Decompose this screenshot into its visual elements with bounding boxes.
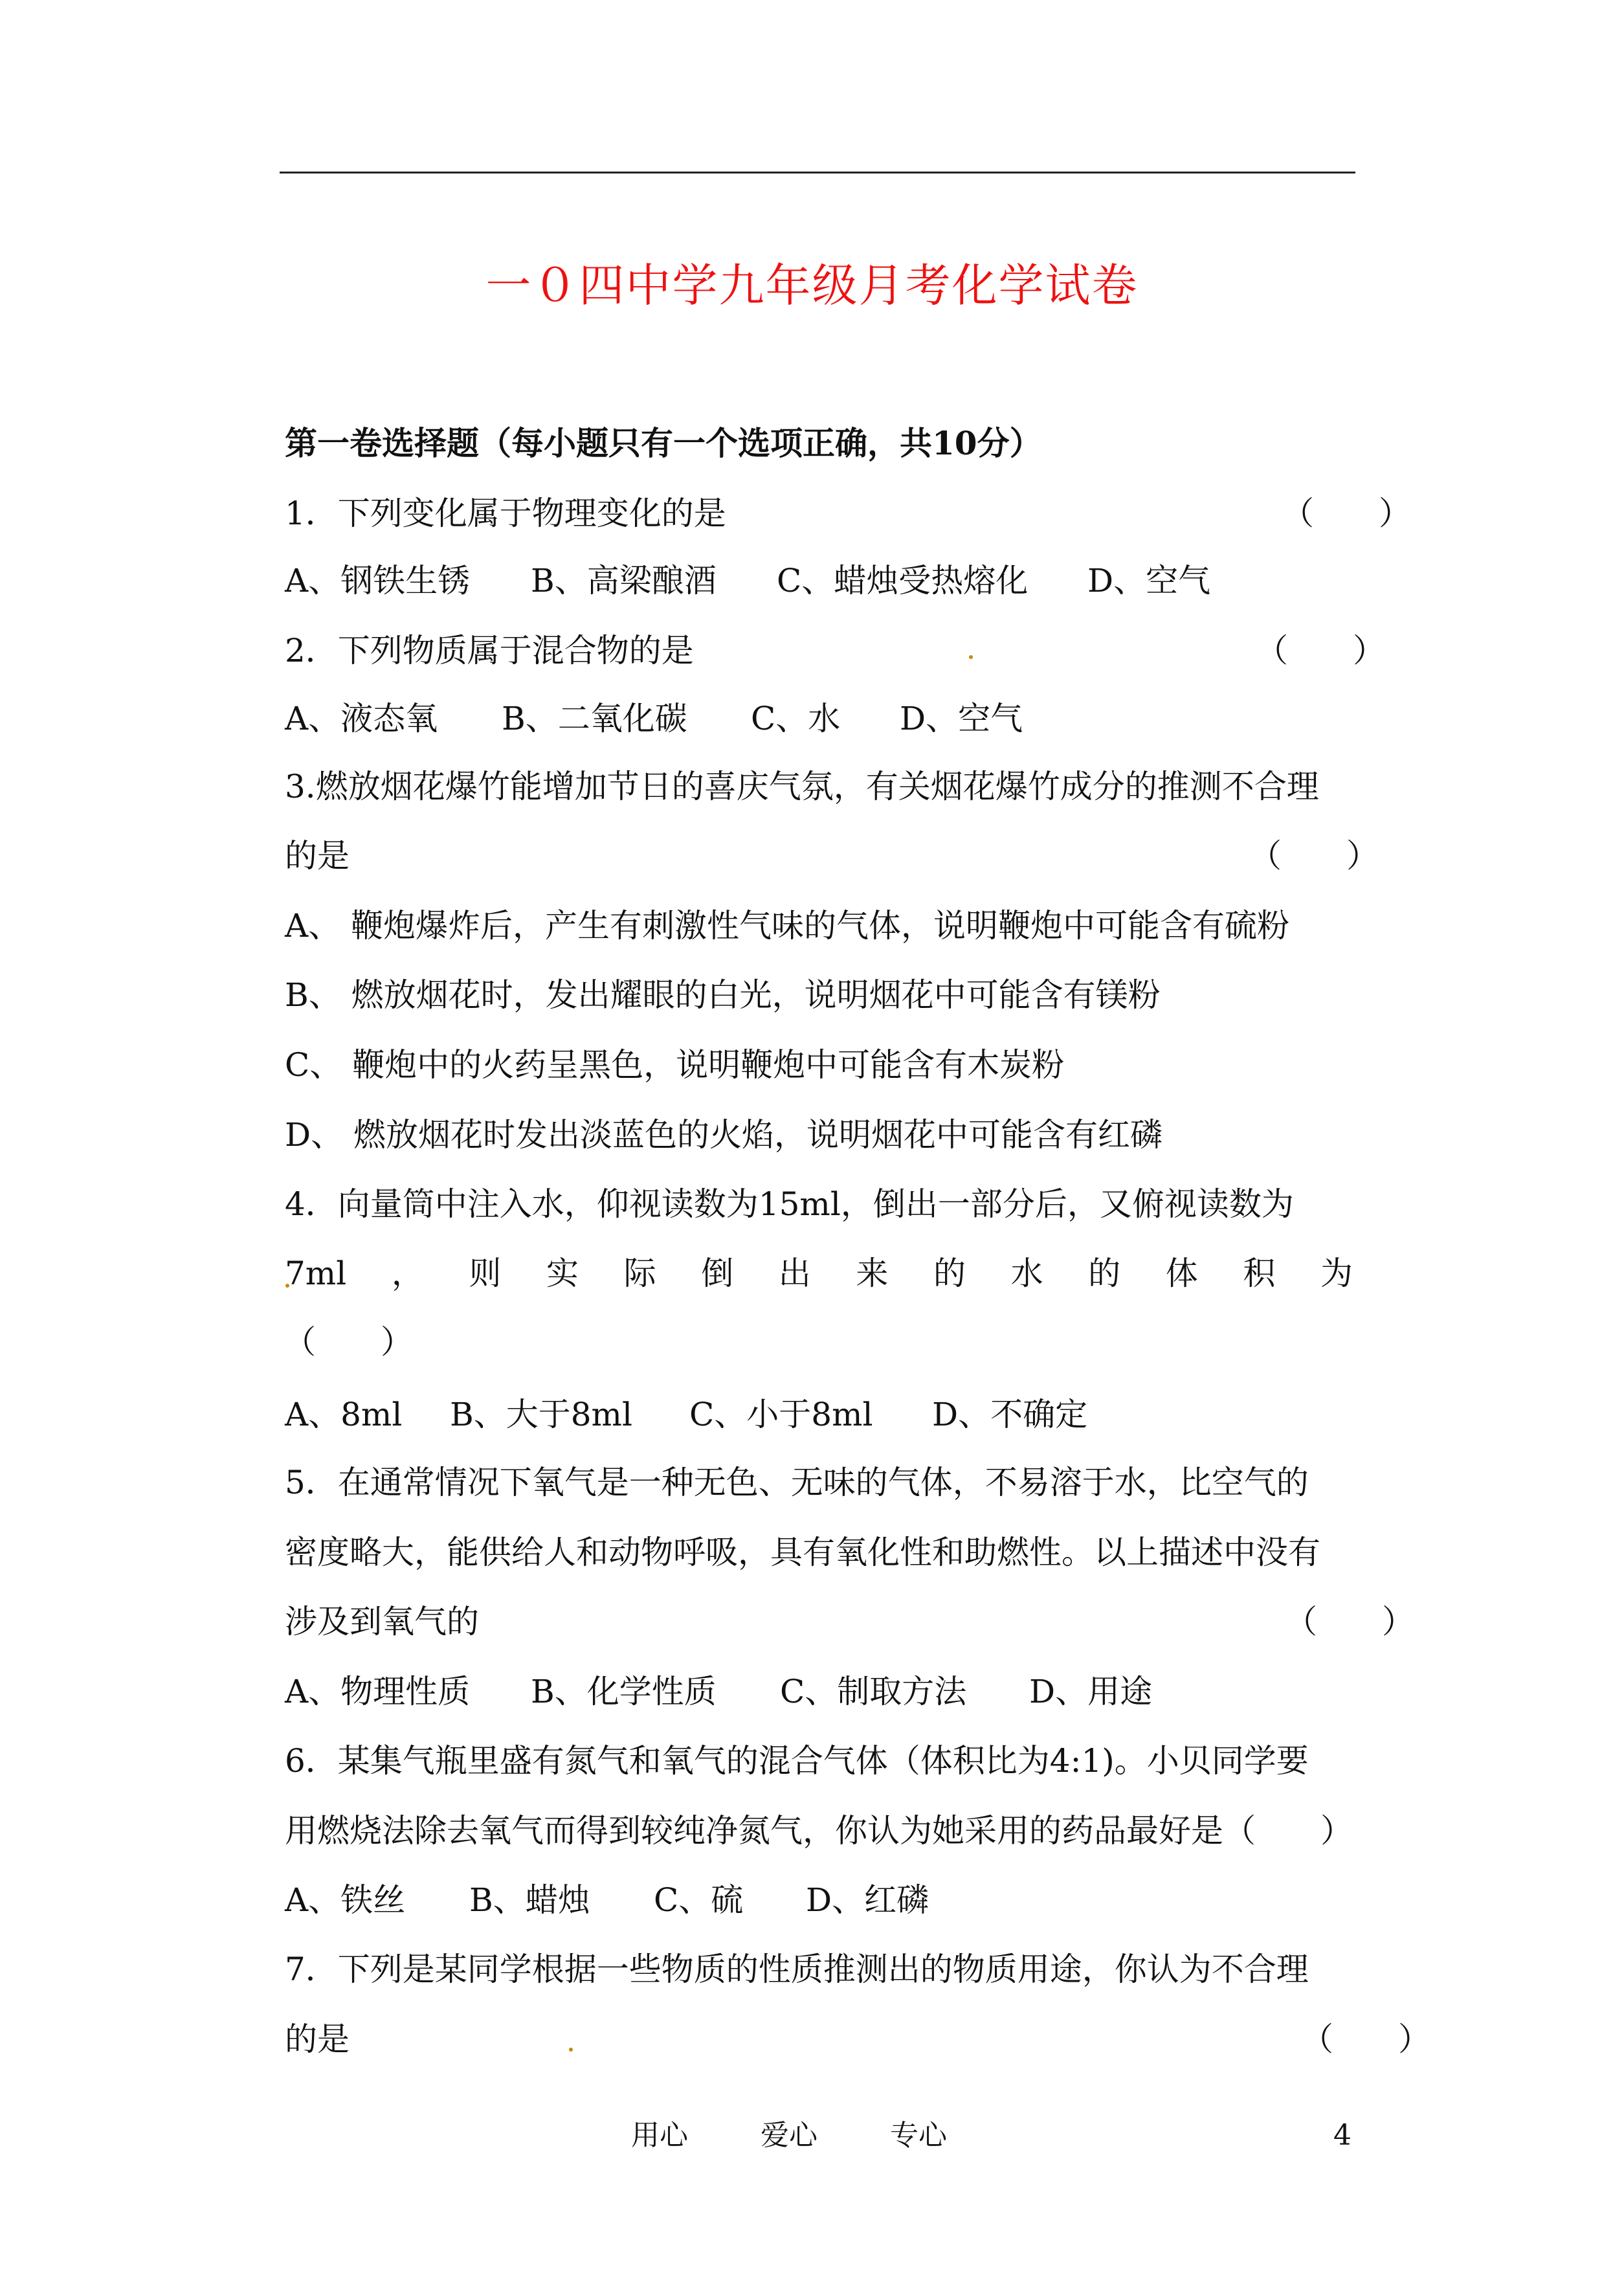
q1-option-d: D、空气 [1087, 562, 1211, 599]
q4-word: 的 [1088, 1255, 1121, 1292]
q4-word: 实 [546, 1255, 579, 1292]
q6-options [285, 1881, 929, 1919]
q4-option-a: A、8ml [285, 1396, 403, 1433]
q6-stem-line1: 6．某集气瓶里盛有氮气和氧气的混合气体（体积比为4:1)。小贝同学要 [285, 1742, 1309, 1780]
q2-option-c: C、水 [751, 700, 841, 737]
q1-option-a: A、钢铁生锈 [285, 562, 471, 599]
q5-option-b: B、化学性质 [531, 1673, 717, 1710]
q5-stem-line3: 涉及到氧气的 [285, 1603, 479, 1640]
q5-option-a: A、物理性质 [285, 1673, 471, 1710]
q6-option-c: C、硫 [654, 1881, 744, 1919]
footer-motto-2: 爱心 [761, 2119, 818, 2152]
q4-word: 体 [1165, 1255, 1198, 1292]
q4-stem-line1: 4．向量筒中注入水，仰视读数为15ml，倒出一部分后，又俯视读数为 [285, 1185, 1294, 1223]
q2-option-d: D、空气 [900, 700, 1023, 737]
stray-dot [969, 655, 973, 659]
q4-stem-line2 [285, 1257, 1353, 1290]
header-rule [280, 172, 1355, 173]
q5-answer-paren: （ ） [1285, 1603, 1414, 1640]
q7-stem-line2: 的是 [285, 2020, 350, 2058]
footer-motto-3: 专心 [890, 2119, 947, 2152]
q7-answer-paren: （ ） [1301, 2020, 1430, 2058]
q1-option-b: B、高梁酿酒 [531, 562, 717, 599]
q5-option-d: D、用途 [1029, 1673, 1153, 1710]
stray-dot [569, 2048, 573, 2052]
q3-option-d: D、 燃放烟花时发出淡蓝色的火焰，说明烟花中可能含有红磷 [285, 1116, 1162, 1154]
section-heading: 第一卷选择题（每小题只有一个选项正确，共10分） [285, 424, 1042, 462]
q3-option-a: A、 鞭炮爆炸后，产生有刺激性气味的气体，说明鞭炮中可能含有硫粉 [285, 907, 1290, 945]
q2-option-b: B、二氧化碳 [502, 700, 687, 737]
q6-option-d: D、红磷 [806, 1881, 929, 1919]
q4-word: 7ml [285, 1255, 347, 1292]
q5-option-c: C、制取方法 [780, 1673, 967, 1710]
q3-option-b: B、 燃放烟花时，发出耀眼的白光，说明烟花中可能含有镁粉 [285, 976, 1161, 1014]
q6-stem-line2: 用燃烧法除去氧气而得到较纯净氮气，你认为她采用的药品最好是（ ） [285, 1812, 1353, 1850]
q3-stem-line1: 3.燃放烟花爆竹能增加节日的喜庆气氛，有关烟花爆竹成分的推测不合理 [285, 768, 1319, 805]
q4-option-c: C、小于8ml [689, 1396, 873, 1433]
q4-answer-paren: （ ） [284, 1323, 413, 1361]
q4-word: 积 [1243, 1255, 1276, 1292]
q4-word: 的 [933, 1255, 966, 1292]
q4-word: 际 [623, 1255, 656, 1292]
q2-options [285, 702, 1023, 735]
q5-stem-line2: 密度略大，能供给人和动物呼吸，具有氧化性和助燃性。以上描述中没有 [285, 1534, 1320, 1571]
q3-answer-paren: （ ） [1249, 837, 1379, 875]
q3-option-c: C、 鞭炮中的火药呈黑色，说明鞭炮中可能含有木炭粉 [285, 1046, 1065, 1084]
q4-word: 则 [469, 1255, 502, 1292]
page-number: 4 [1333, 2119, 1351, 2152]
q4-word: 水 [1010, 1255, 1043, 1292]
q4-option-d: D、不确定 [932, 1396, 1088, 1433]
q4-word: 来 [856, 1255, 889, 1292]
q4-word: 为 [1320, 1255, 1353, 1292]
q7-stem-line1: 7．下列是某同学根据一些物质的性质推测出的物质用途，你认为不合理 [285, 1951, 1309, 1988]
q1-stem: 1．下列变化属于物理变化的是 [285, 495, 726, 532]
q1-options [285, 562, 1211, 599]
page-title: 一０四中学九年级月考化学试卷 [485, 259, 1139, 312]
q2-stem: 2．下列物质属于混合物的是 [285, 632, 694, 669]
q4-option-b: B、大于8ml [450, 1396, 632, 1433]
q4-word: 倒 [701, 1255, 734, 1292]
q6-option-b: B、蜡烛 [469, 1881, 590, 1919]
footer-motto-1: 用心 [631, 2119, 688, 2152]
q4-word: 出 [778, 1255, 811, 1292]
q1-option-c: C、蜡烛受热熔化 [777, 562, 1029, 599]
q5-stem-line1: 5．在通常情况下氧气是一种无色、无味的气体，不易溶于水，比空气的 [285, 1464, 1309, 1501]
q4-word: ， [391, 1255, 424, 1292]
q6-option-a: A、铁丝 [285, 1881, 406, 1919]
q1-answer-paren: （ ） [1282, 495, 1411, 532]
q2-option-a: A、液态氧 [285, 700, 438, 737]
q2-answer-paren: （ ） [1256, 632, 1385, 669]
q5-options [285, 1675, 1152, 1708]
q4-options [285, 1398, 1087, 1431]
q3-stem-line2: 的是 [285, 837, 350, 875]
